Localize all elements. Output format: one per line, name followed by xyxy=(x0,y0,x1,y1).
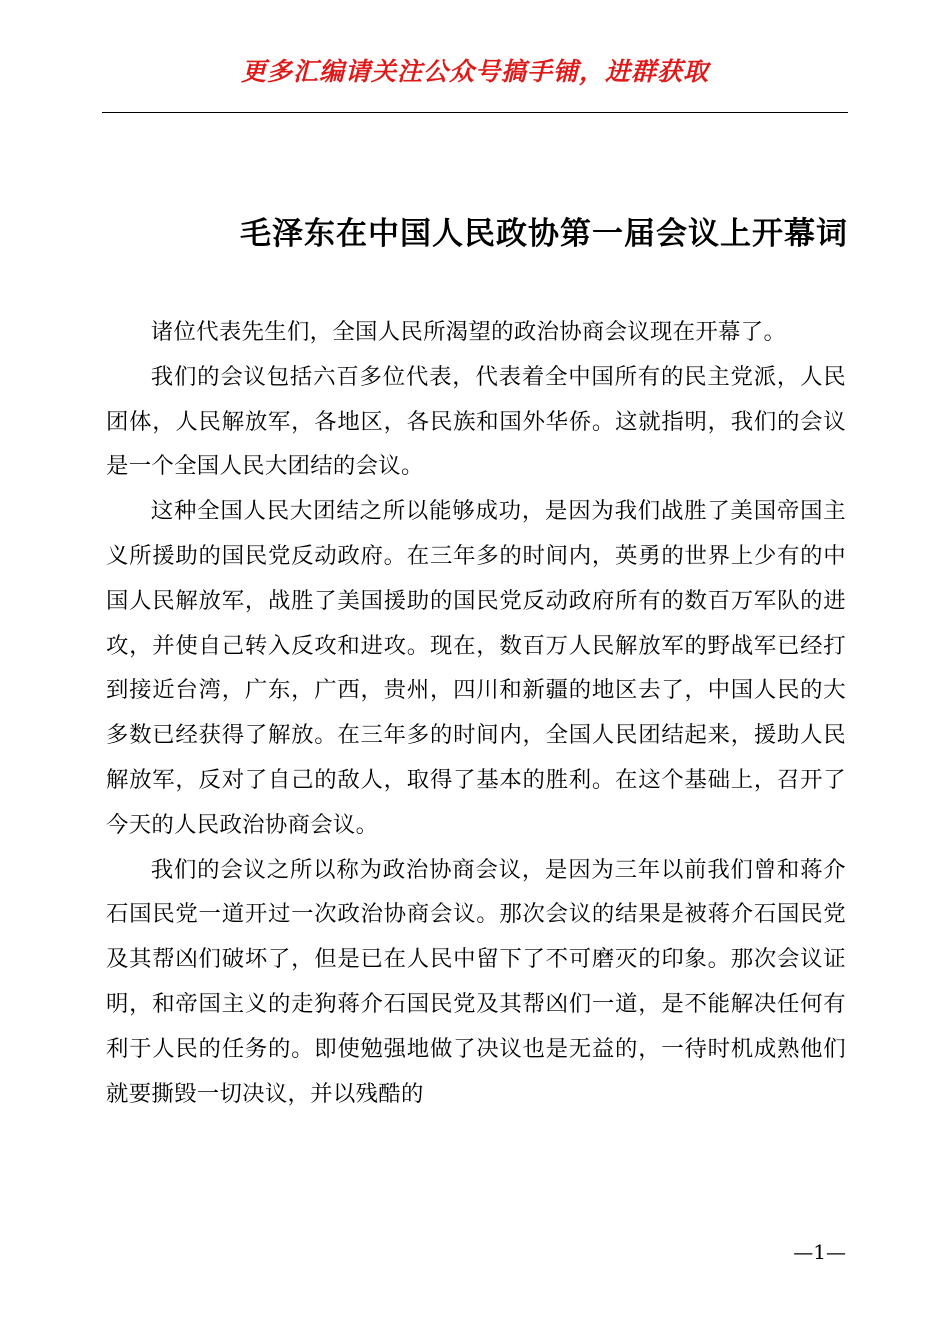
header-divider xyxy=(102,112,848,113)
page-number: —1— xyxy=(793,1240,846,1264)
paragraph: 这种全国人民大团结之所以能够成功，是因为我们战胜了美国帝国主义所援助的国民党反动政府。在三年多的时间内，英勇的世界上少有的中国人民解放军，战胜了美国援助的国民党反动政府所有的数百万军队的进攻，并使自己转入反攻和进攻。现在，数百万人民解放军的野战军已经打到接近台湾，广东，广西，贵州，四川和新疆的地区去了，中国人民的大多数已经获得了解放。在三年多的时间内，全国人民团结起来，援助人民解放军，反对了自己的敌人，取得了基本的胜利。在这个基础上，召开了今天的人民政治协商会议。 xyxy=(106,498,846,838)
header-banner: 更多汇编请关注公众号搞手铺，进群获取 xyxy=(240,57,709,86)
paragraph: 我们的会议之所以称为政治协商会议，是因为三年以前我们曾和蒋介石国民党一道开过一次政治协商会议。那次会议的结果是被蒋介石国民党及其帮凶们破坏了，但是已在人民中留下了不可磨灭的印象。那次会议证明，和帝国主义的走狗蒋介石国民党及其帮凶们一道，是不能解决任何有利于人民的任务的。即使勉强地做了决议也是无益的，一待时机成熟他们就要撕毁一切决议，并以残酷的 xyxy=(106,856,846,1107)
document-title: 毛泽东在中国人民政协第一届会议上开幕词 xyxy=(240,216,848,252)
paragraph: 我们的会议包括六百多位代表，代表着全中国所有的民主党派，人民团体，人民解放军，各地区，各民族和国外华侨。这就指明，我们的会议是一个全国人民大团结的会议。 xyxy=(106,363,846,480)
document-body xyxy=(106,310,846,1116)
paragraph: 诸位代表先生们，全国人民所渴望的政治协商会议现在开幕了。 xyxy=(150,319,787,345)
